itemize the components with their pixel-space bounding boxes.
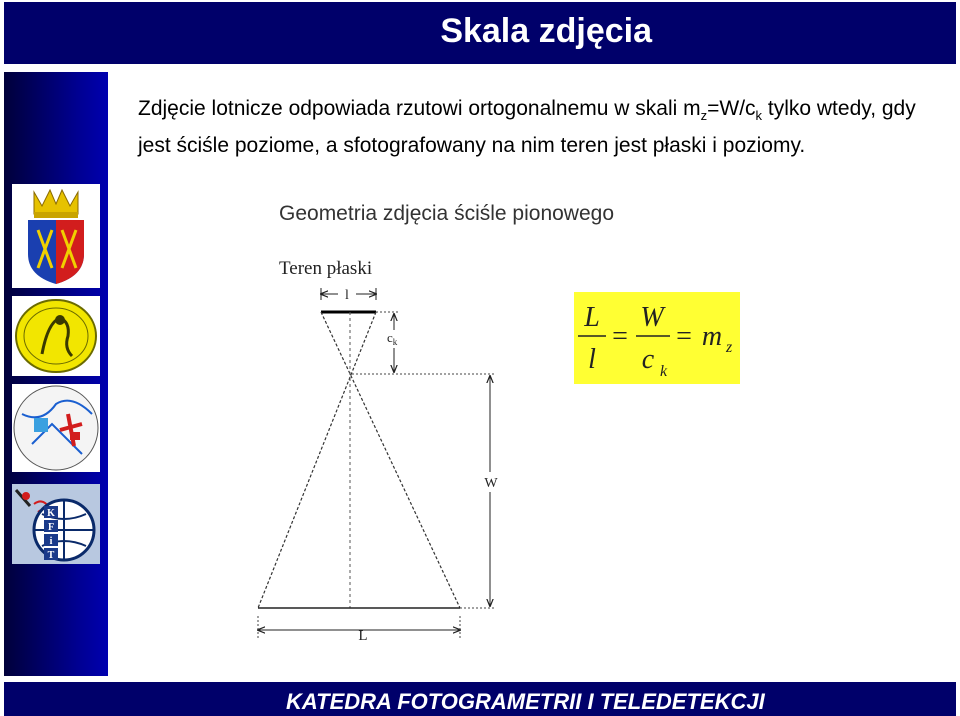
ray-right-image-to-left-ground <box>258 312 376 608</box>
label-l: l <box>345 288 349 303</box>
footer-bar <box>4 682 956 716</box>
kfit-letter-t: T <box>47 550 55 561</box>
label-ck: $c_k$ <box>387 330 398 347</box>
formula-z: z <box>726 339 733 356</box>
intro-sub-k: k <box>755 108 763 124</box>
intro-part1: Zdjęcie lotnicze odpowiada rzutowi ortogonalnemu w skali m <box>138 97 701 120</box>
kfit-letter-i: i <box>49 536 53 547</box>
terrain-label: Teren płaski <box>279 258 373 279</box>
formula-c: c <box>641 344 655 375</box>
footer-text: KATEDRA FOTOGRAMETRII I TELEDETEKCJI <box>286 689 765 714</box>
figure-title: Geometria zdjęcia ściśle pionowego <box>279 202 615 225</box>
formula-L: L <box>584 302 600 333</box>
formula-m: m <box>701 321 723 352</box>
label-L: L <box>358 628 368 644</box>
ray-left-image-to-right-ground <box>321 312 460 608</box>
intro-part3: tylko wtedy, gdy jest ściśle poziome, a sfotografowany na nim teren jest płaski i poziomy. <box>138 97 916 158</box>
formula-svg <box>574 292 740 384</box>
kfit-letter-f: F <box>47 522 55 533</box>
kfit-letter-k: K <box>47 508 55 519</box>
label-w: W <box>484 476 498 491</box>
slide-title: Skala zdjęcia <box>440 12 652 50</box>
formula-equals-2: = <box>676 321 692 352</box>
intro-part2: =W/c <box>707 97 756 120</box>
formula-l: l <box>588 344 596 375</box>
formula-W: W <box>640 302 664 333</box>
formula-k: k <box>660 363 668 380</box>
formula-equals-1: = <box>612 321 628 352</box>
intro-sub-z: z <box>700 108 708 124</box>
scale-formula <box>574 292 740 384</box>
